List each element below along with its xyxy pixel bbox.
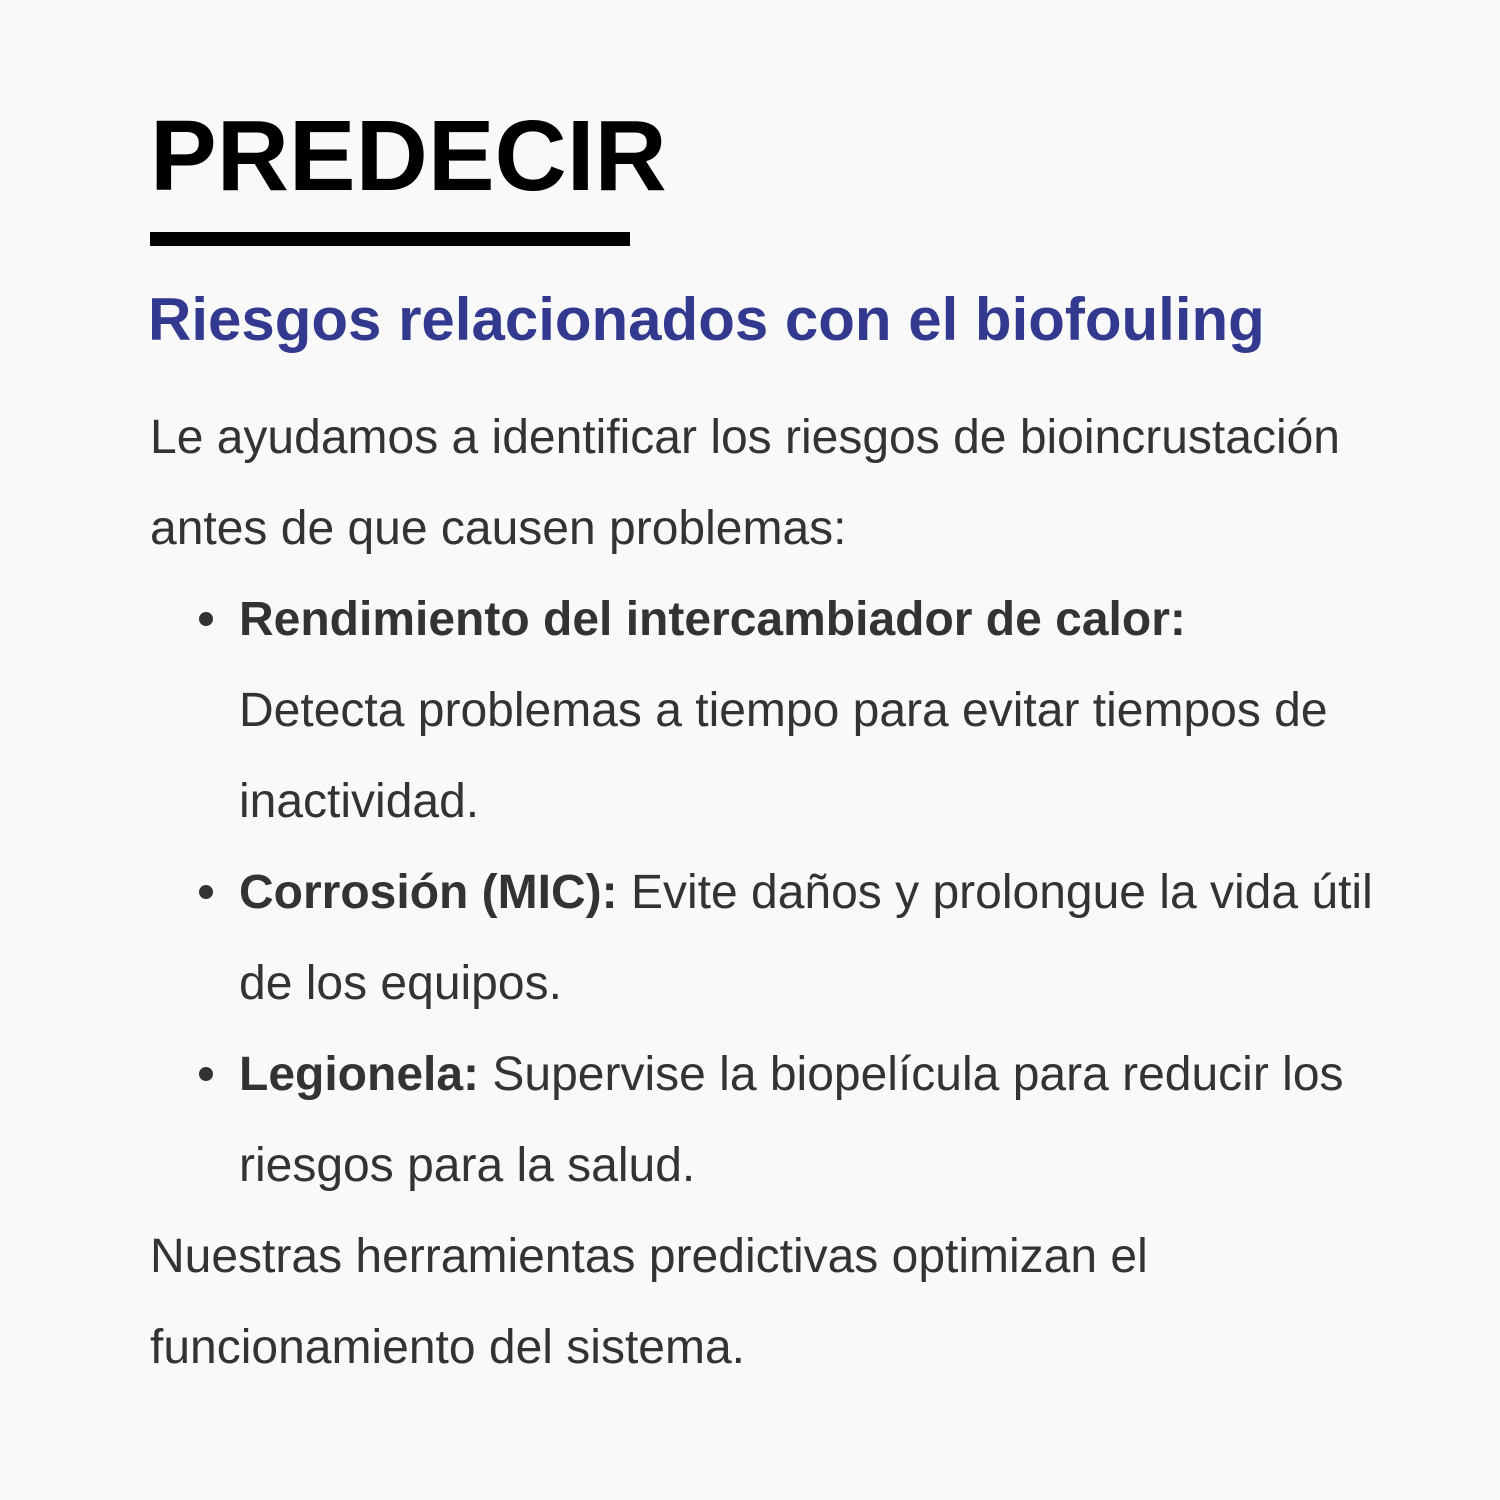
list-item-label: Rendimiento del intercambiador de calor: (239, 593, 1186, 646)
closing-paragraph: Nuestras herramientas predictivas optimizan el funcionamiento del sistema. (150, 1230, 1148, 1374)
list-item (239, 1029, 1400, 1211)
list-item (239, 574, 1400, 847)
list-item-text: Detecta problemas a tiempo para evitar tiempos de inactividad. (239, 684, 1328, 828)
bullet-icon (199, 885, 213, 899)
list-item-label: Legionela: (239, 1048, 480, 1101)
bullet-icon (199, 1067, 213, 1081)
page-title: PREDECIR (150, 100, 667, 212)
list-item (239, 847, 1400, 1029)
intro-paragraph: Le ayudamos a identificar los riesgos de bioincrustación antes de que causen problemas: (150, 411, 1340, 555)
page-subtitle: Riesgos relacionados con el biofouling (148, 286, 1265, 353)
list-item-text: Supervise la biopelícula para reducir los riesgos para la salud. (239, 1048, 1344, 1192)
risk-list (150, 574, 1400, 1211)
body-content (150, 392, 1400, 1393)
bullet-icon (199, 612, 213, 626)
title-underline (150, 232, 630, 246)
list-item-text: Evite daños y prolongue la vida útil de los equipos. (239, 866, 1373, 1010)
list-item-label: Corrosión (MIC): (239, 866, 618, 919)
